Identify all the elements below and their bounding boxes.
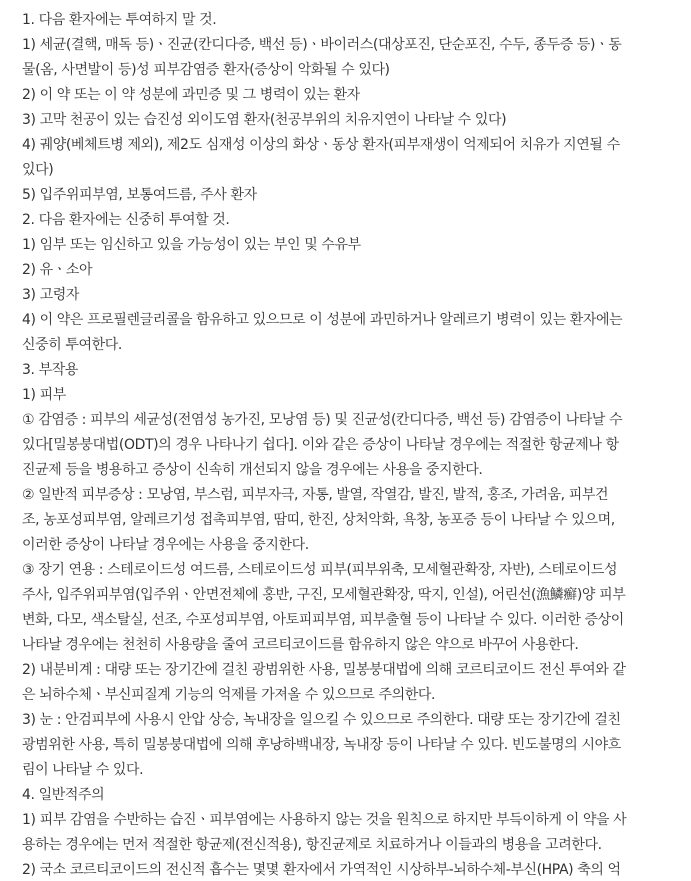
section-heading: 3. 부작용: [22, 362, 78, 378]
section-heading: 2. 다음 환자에는 신중히 투여할 것.: [22, 212, 230, 228]
text-line: 3) 고막 천공이 있는 습진성 외이도염 환자(천공부위의 치유지연이 나타날 수 있다): [22, 112, 507, 128]
text-line: 나타날 경우에는 천천히 사용량을 줄여 코르티코이드를 함유하지 않은 약으로 바꾸어 사용한다.: [22, 637, 579, 653]
text-line: 1) 피부 감염을 수반하는 습진ㆍ피부염에는 사용하지 않는 것을 원칙으로 하지만 부득이하게 이 약을 사: [22, 812, 627, 828]
text-line: 1) 세균(결핵, 매독 등)ㆍ진균(칸디다증, 백선 등)ㆍ바이러스(대상포진, 단순포진, 수두, 종두증 등)ㆍ동: [22, 37, 622, 53]
text-line: 2) 유ㆍ소아: [22, 262, 93, 278]
text-line: 은 뇌하수체ㆍ부신피질계 기능의 억제를 가져올 수 있으므로 주의한다.: [22, 687, 435, 703]
subsection-heading: 1) 피부: [22, 387, 66, 403]
text-line: 용하는 경우에는 먼저 적절한 항균제(전신적용), 항진균제로 치료하거나 이들과의 병용을 고려한다.: [22, 837, 602, 853]
text-line: 물(옴, 사면발이 등)성 피부감염증 환자(증상이 악화될 수 있다): [22, 62, 390, 78]
text-line: 5) 입주위피부염, 보통여드름, 주사 환자: [22, 187, 257, 203]
text-line: ② 일반적 피부증상 : 모낭염, 부스럼, 피부자극, 자통, 발열, 작열감, 발진, 발적, 홍조, 가려움, 피부건: [22, 487, 609, 503]
text-line: 1) 임부 또는 임신하고 있을 가능성이 있는 부인 및 수유부: [22, 237, 361, 253]
text-line: 있다[밀봉붕대법(ODT)의 경우 나타나기 쉽다]. 이와 같은 증상이 나타날 경우에는 적절한 항균제나 항: [22, 437, 619, 453]
text-line: 광범위한 사용, 특히 밀봉붕대법에 의해 후낭하백내장, 녹내장 등이 나타날 수 있다. 빈도불명의 시야흐: [22, 737, 621, 753]
text-line: ③ 장기 연용 : 스테로이드성 여드름, 스테로이드성 피부(피부위축, 모세혈관확장, 자반), 스테로이드성: [22, 562, 618, 578]
text-line: 조, 농포성피부염, 알레르기성 접촉피부염, 땀띠, 한진, 상처악화, 욕창, 농포증 등이 나타날 수 있으며,: [22, 512, 615, 528]
section-heading: 1. 다음 환자에는 투여하지 말 것.: [22, 12, 217, 28]
text-line: 림이 나타날 수 있다.: [22, 762, 144, 778]
text-line: 이러한 증상이 나타날 경우에는 사용을 중지한다.: [22, 537, 309, 553]
text-line: 2) 내분비계 : 대량 또는 장기간에 걸친 광범위한 사용, 밀봉붕대법에 의해 코르티코이드 전신 투여와 같: [22, 662, 626, 678]
text-line: 4) 이 약은 프로필렌글리콜을 함유하고 있으므로 이 성분에 과민하거나 알레르기 병력이 있는 환자에는: [22, 312, 623, 328]
section-heading: 4. 일반적주의: [22, 787, 105, 803]
text-line: 주사, 입주위피부염(입주위ㆍ안면전체에 홍반, 구진, 모세혈관확장, 딱지, 인설), 어린선(漁鱗癬)양 피부: [22, 587, 626, 603]
text-line: 2) 이 약 또는 이 약 성분에 과민증 및 그 병력이 있는 환자: [22, 87, 360, 103]
text-line: 3) 눈 : 안검피부에 사용시 안압 상승, 녹내장을 일으킬 수 있으므로 주의한다. 대량 또는 장기간에 걸친: [22, 712, 621, 728]
text-line: ① 감염증 : 피부의 세균성(전염성 농가진, 모낭염 등) 및 진균성(칸디다증, 백선 등) 감염증이 나타날 수: [22, 412, 623, 428]
text-line: 변화, 다모, 색소탈실, 선조, 수포성피부염, 아토피피부염, 피부출혈 등이 나타날 수 있다. 이러한 증상이: [22, 612, 624, 628]
text-line: 진균제 등을 병용하고 증상이 신속히 개선되지 않을 경우에는 사용을 중지한다.: [22, 462, 483, 478]
text-line: 4) 궤양(베체트병 제외), 제2도 심재성 이상의 화상ㆍ동상 환자(피부재생이 억제되어 치유가 지연될 수: [22, 137, 620, 153]
text-line: 있다): [22, 162, 54, 178]
text-line: 3) 고령자: [22, 287, 79, 303]
text-line: 2) 국소 코르티코이드의 전신적 흡수는 몇몇 환자에서 가역적인 시상하부-뇌하수체-부신(HPA) 축의 억: [22, 862, 621, 878]
text-line: 신중히 투여한다.: [22, 337, 122, 353]
